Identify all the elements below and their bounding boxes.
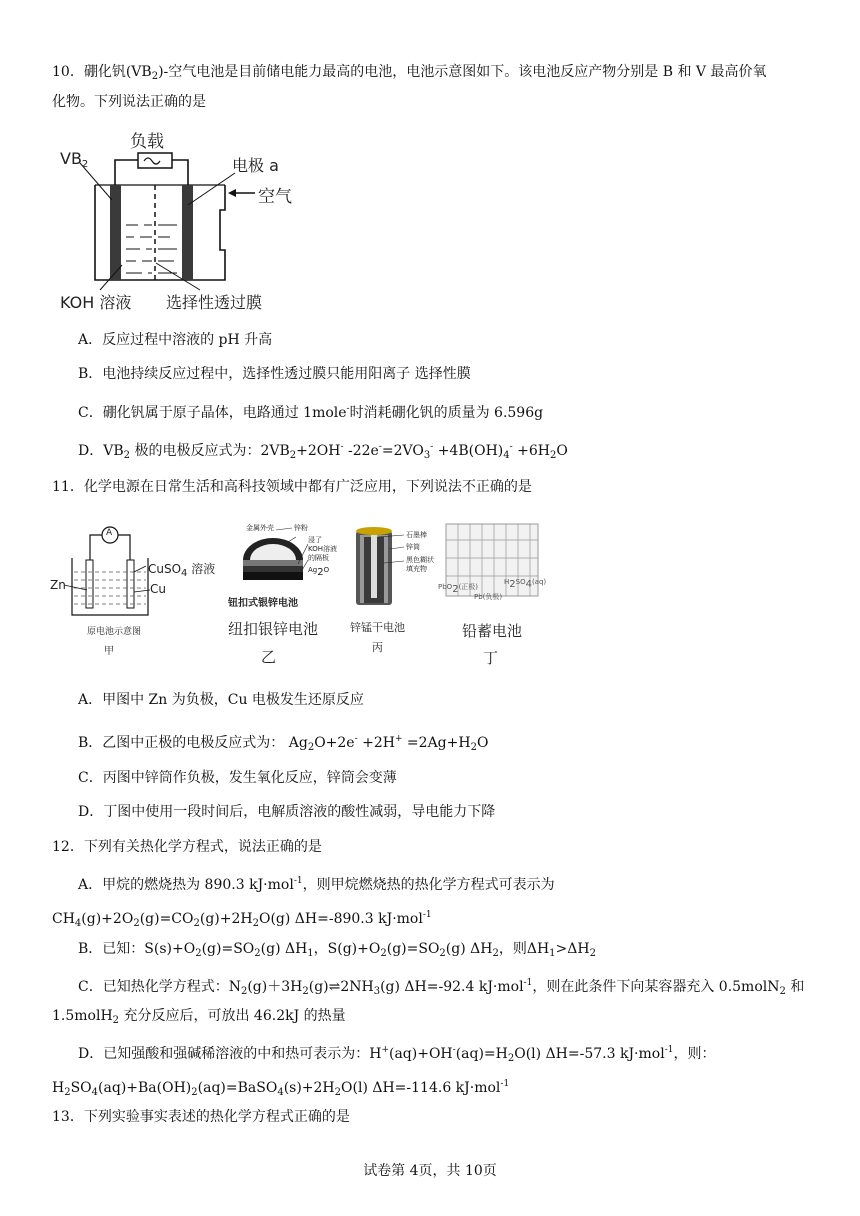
- ammeter-icon: A: [106, 528, 113, 538]
- q10-stem-line1: 10．硼化钒$(VB_2)-$空气电池是目前储电能力最高的电池，电池示意图如下。该电池反应产物分别是 B 和 V 最高价氧: [52, 64, 767, 82]
- zn-label: Zn: [50, 578, 66, 592]
- bing-caption: 锌锰干电池: [350, 621, 405, 634]
- pbo2-label: PbO$_2$(正极): [438, 583, 479, 595]
- q11-option-c: C．丙图中锌筒作负极，发生氧化反应，锌筒会变薄: [78, 770, 397, 786]
- yi-caption: 纽扣银锌电池: [228, 620, 319, 638]
- q11-option-d: D．丁图中使用一段时间后，电解质溶液的酸性减弱，导电能力下降: [78, 804, 496, 820]
- cu-label: Cu: [150, 582, 166, 596]
- h2so4-label: $H_2SO_4(aq)$: [504, 578, 547, 590]
- ding-caption: 铅蓄电池: [462, 622, 523, 640]
- q11-option-a: A．甲图中 Zn 为负极，Cu 电极发生还原反应: [78, 692, 364, 708]
- figure-ding-lead-acid: [438, 520, 548, 665]
- q11-stem: 11．化学电源在日常生活和高科技领域中都有广泛应用，下列说法不正确的是: [52, 479, 532, 495]
- q12-option-d: D．已知强酸和强碱稀溶液的中和热可表示为：$H^+(aq)+OH^-(aq)=H_2O(l)$ ΔH=-57.3 kJ·mol$^{-1}$，则：: [78, 1045, 716, 1064]
- graphite-rod-label: 石墨棒: [406, 531, 427, 539]
- q10-option-b: B．电池持续反应过程中，选择性透过膜只能用阳离子 选择性膜: [78, 366, 471, 382]
- vb2-air-battery-figure: [60, 125, 300, 315]
- q13-stem: 13．下列实验事实表述的热化学方程式正确的是: [52, 1109, 350, 1125]
- bing-tag: 丙: [372, 641, 383, 654]
- ag2o-label: $Ag_2O$: [308, 566, 330, 578]
- electrode-a-label: 电极 a: [232, 156, 279, 175]
- q11-option-b: B．乙图中正极的电极反应式为： $Ag_2O+2e^- +2H^+ =2Ag+H_2O$: [78, 734, 489, 753]
- q12-option-d-line2: $H_2SO_4(aq)+Ba(OH)_2(aq)=BaSO_4(s)+2H_2O(l)$ ΔH=-114.6 kJ·mol$^{-1}$: [52, 1079, 510, 1098]
- jia-tag: 甲: [104, 646, 114, 657]
- q10-option-a: A．反应过程中溶液的 pH 升高: [78, 332, 273, 348]
- vb2-label: $VB_2$: [60, 149, 89, 170]
- jia-caption: 原电池示意图: [87, 627, 142, 637]
- yi-small-caption: 钮扣式银锌电池: [228, 598, 298, 609]
- figure-yi-button-cell: [228, 520, 338, 670]
- q12-option-a: A．甲烷的燃烧热为 890.3 kJ·mol$^{-1}$，则甲烷燃烧热的热化学方程式可表示为: [78, 876, 555, 893]
- q12-option-b: B．已知：$S(s)+O_2(g)=SO_2(g)$ $\Delta H_1$，$S(g)+O_2(g)=SO_2(g)$ $\Delta H_2$，则$\Delta H_1>\Delta H_2$: [78, 941, 596, 959]
- load-label: 负载: [130, 132, 164, 152]
- membrane-label: 选择性透过膜: [166, 293, 263, 312]
- yi-tag: 乙: [261, 648, 277, 666]
- q12-option-a-equation: $CH_4(g)+2O_2(g)=CO_2(g)+2H_2O(g)$ ΔH=-890.3 kJ·mol$^{-1}$: [52, 910, 432, 929]
- figure-bing-dry-cell: [346, 525, 446, 655]
- koh-solution-label: KOH 溶液: [60, 293, 132, 312]
- separator-label: 浸了 KOH溶液 的隔板: [308, 536, 337, 562]
- zinc-powder-label: 锌粉: [294, 524, 308, 532]
- cuso4-label: CuSO$_4$ 溶液: [148, 562, 216, 579]
- paste-label: 黑色糊状 填充物: [406, 556, 434, 573]
- figure-jia-galvanic-cell: [50, 520, 220, 660]
- shell-label: 金属外壳: [246, 524, 274, 532]
- q12-option-c: C．已知热化学方程式：$N_2(g)+3H_2(g)\rightleftharpoons 2NH_3(g)$ ΔH=-92.4 kJ·mol$^{-1}$，则在此条件下向某容器充入 0.5molN$_2$ 和: [78, 978, 805, 997]
- ding-tag: 丁: [483, 649, 499, 667]
- q10-option-c: C．硼化钒属于原子晶体，电路通过 1mole-时消耗硼化钒的质量为 6.596g: [78, 404, 544, 421]
- page-footer: 试卷第 4页，共 10页: [363, 1163, 497, 1179]
- pb-label: Pb(负极): [474, 593, 503, 601]
- q12-option-c-line2: 1.5molH$_2$ 充分反应后，可放出 46.2kJ 的热量: [52, 1008, 346, 1026]
- zinc-can-label: 锌筒: [406, 543, 420, 551]
- q10-option-d: D．$VB_2$ 极的电极反应式为：$2VB_2+2OH^-$ $-22e^-=2VO_3^- +4B(OH)_4^- +6H_2O$: [78, 442, 568, 461]
- q12-stem: 12．下列有关热化学方程式，说法正确的是: [52, 839, 322, 855]
- air-label: 空气: [258, 187, 292, 207]
- q10-stem-line2: 化物。下列说法正确的是: [52, 94, 206, 110]
